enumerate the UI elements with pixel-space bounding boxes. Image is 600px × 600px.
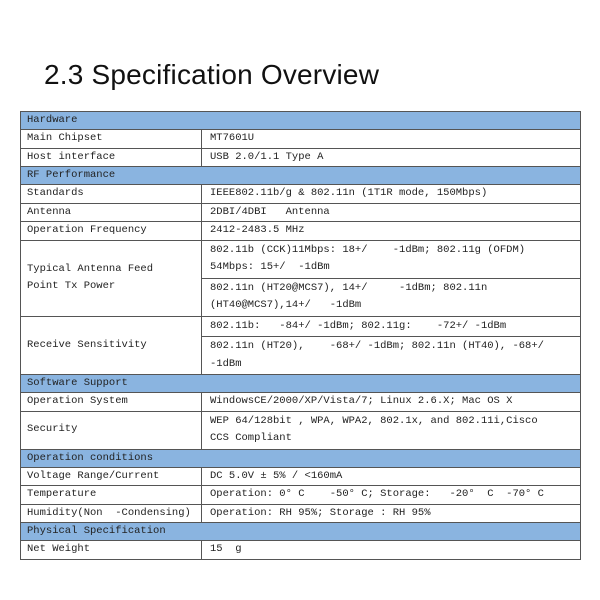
- spec-label: Net Weight: [21, 541, 202, 560]
- spec-value: IEEE802.11b/g & 802.11n (1T1R mode, 150Mbps): [202, 185, 581, 204]
- spec-value: [202, 411, 581, 449]
- page-title: 2.3 Specification Overview: [44, 59, 380, 90]
- spec-value: DC 5.0V ± 5% / <160mA: [202, 467, 581, 486]
- spec-label: Security: [21, 411, 202, 449]
- spec-value: Operation: RH 95%; Storage : RH 95%: [202, 504, 581, 523]
- spec-label: Voltage Range/Current: [21, 467, 202, 486]
- spec-row-humidity: [21, 504, 581, 523]
- spec-row-operation-frequency: [21, 222, 581, 241]
- section-header-physical-specification: [21, 523, 581, 541]
- spec-label: Operation System: [21, 393, 202, 412]
- spec-label-line: Point Tx Power: [27, 280, 116, 292]
- spec-row-standards: [21, 185, 581, 204]
- spec-value: [202, 316, 581, 375]
- section-header-rf-performance: [21, 167, 581, 185]
- spec-value-block: 802.11b (CCK)11Mbps: 18+/ -1dBm; 802.11g (OFDM) 54Mbps: 15+/ -1dBm: [210, 243, 532, 273]
- section-title: Hardware: [21, 112, 581, 130]
- spec-label-line: Typical Antenna Feed: [27, 262, 154, 275]
- section-title: Software Support: [21, 375, 581, 393]
- divider: [202, 336, 580, 337]
- spec-row-tx-power: [21, 240, 581, 316]
- spec-value: Operation: 0° C -50° C; Storage: -20° C -70° C: [202, 486, 581, 505]
- spec-row-operation-system: [21, 393, 581, 412]
- section-title: Operation conditions: [21, 449, 581, 467]
- spec-label: Antenna: [21, 203, 202, 222]
- spec-label: Operation Frequency: [21, 222, 202, 241]
- spec-value-line: CCS Compliant: [210, 432, 292, 444]
- spec-row-main-chipset: [21, 130, 581, 149]
- spec-value: USB 2.0/1.1 Type A: [202, 148, 581, 167]
- spec-value: 2412-2483.5 MHz: [202, 222, 581, 241]
- spec-label: Humidity(Non -Condensing): [21, 504, 202, 523]
- specification-table: [20, 111, 581, 560]
- spec-row-receive-sensitivity: [21, 316, 581, 375]
- spec-label: Receive Sensitivity: [21, 316, 202, 375]
- spec-row-net-weight: [21, 541, 581, 560]
- spec-label: Host interface: [21, 148, 202, 167]
- spec-value-block: 802.11n (HT20), -68+/ -1dBm; 802.11n (HT40), -68+/ -1dBm: [210, 340, 551, 370]
- spec-value: 2DBI/4DBI Antenna: [202, 203, 581, 222]
- section-header-operation-conditions: [21, 449, 581, 467]
- spec-row-voltage: [21, 467, 581, 486]
- spec-value: WindowsCE/2000/XP/Vista/7; Linux 2.6.X; Mac OS X: [202, 393, 581, 412]
- divider: [202, 278, 580, 279]
- section-title: RF Performance: [21, 167, 581, 185]
- spec-label: Temperature: [21, 486, 202, 505]
- spec-value-block: 802.11b: -84+/ -1dBm; 802.11g: -72+/ -1dBm: [210, 319, 507, 332]
- spec-value: [202, 240, 581, 316]
- spec-value-block: 802.11n (HT20@MCS7), 14+/ -1dBm; 802.11n (HT40@MCS7),14+/ -1dBm: [210, 281, 494, 311]
- spec-row-security: [21, 411, 581, 449]
- spec-row-temperature: [21, 486, 581, 505]
- spec-value: 15 g: [202, 541, 581, 560]
- section-title: Physical Specification: [21, 523, 581, 541]
- spec-value-line: WEP 64/128bit , WPA, WPA2, 802.1x, and 802.11i,Cisco: [210, 414, 538, 427]
- spec-label: Standards: [21, 185, 202, 204]
- spec-value: MT7601U: [202, 130, 581, 149]
- spec-row-host-interface: [21, 148, 581, 167]
- spec-row-antenna: [21, 203, 581, 222]
- section-header-software-support: [21, 375, 581, 393]
- spec-label: Main Chipset: [21, 130, 202, 149]
- section-header-hardware: [21, 112, 581, 130]
- spec-label: [21, 240, 202, 316]
